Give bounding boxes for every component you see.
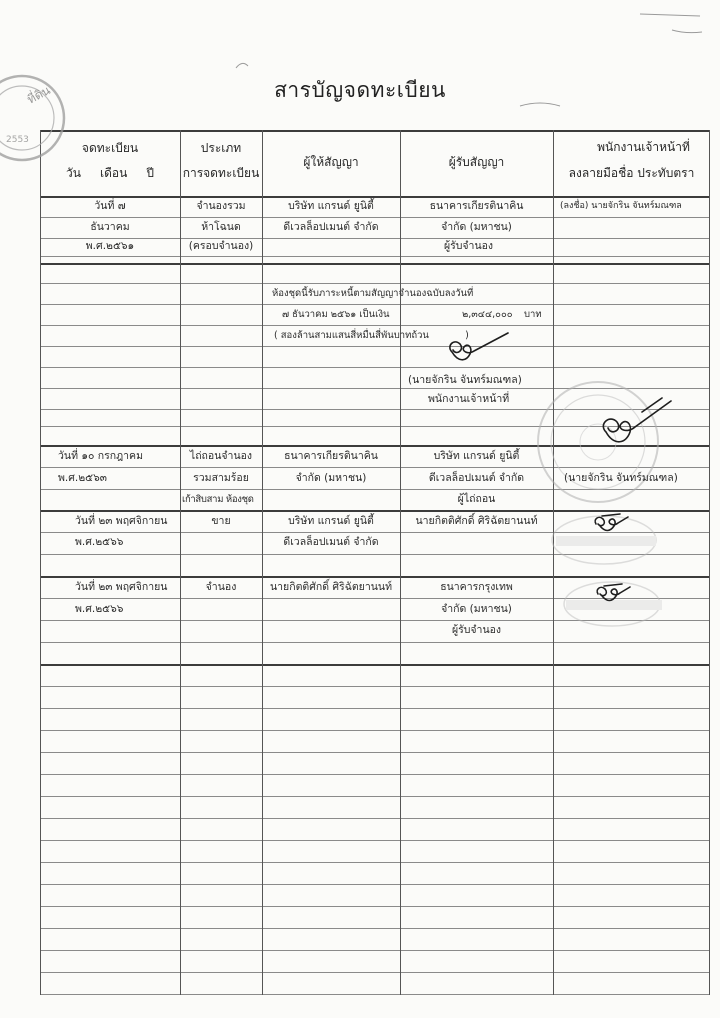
header-grantor: ผู้ให้สัญญา [303, 155, 359, 169]
table-rule [40, 752, 710, 753]
entry-grantee-role: ผู้รับจำนอง [451, 624, 502, 636]
faded-officer-stamp-1 [552, 516, 656, 564]
table-rule [40, 130, 710, 132]
table-rule [40, 388, 710, 389]
entry-grantee-role: ผู้รับจำนอง [443, 240, 494, 252]
entry-type: จำนองรวม [196, 200, 246, 212]
table-rule [40, 884, 710, 885]
column-rule [709, 130, 710, 995]
remark-line: ห้องชุดนี้รับภาระหนี้ตามสัญญาจำนองฉบับลงวันที่ [272, 288, 474, 299]
entry-grantee-cont: จำกัด (มหาชน) [441, 221, 512, 233]
land-office-stamp-number: 2553 [6, 135, 29, 145]
table-rule [40, 346, 710, 347]
entry-grantee-role: ผู้ไถ่ถอน [457, 493, 496, 505]
table-rule [40, 263, 710, 265]
entry-officer-signed: (ลงชื่อ) นายจักริน จันทร์มณฑล [560, 201, 682, 211]
table-rule [40, 367, 710, 368]
entry-grantor: นายกิตติศักดิ์ ศิริฉัตยานนท์ [269, 581, 392, 593]
table-rule [40, 409, 710, 410]
entry-grantee: ธนาคารเกียรตินาคิน [429, 200, 524, 212]
table-rule [40, 862, 710, 863]
header-date-columns: วัน เดือน ปี [65, 166, 154, 180]
table-rule [40, 426, 710, 427]
entry-type-note: (ครอบจำนอง) [188, 240, 254, 252]
header-officer: พนักงานเจ้าหน้าที่ [597, 140, 690, 154]
table-rule [40, 950, 710, 951]
header-type-sub: การจดทะเบียน [182, 166, 260, 180]
table-rule [40, 994, 710, 995]
table-rule [40, 664, 710, 666]
entry-type-detail: รวมสามร้อย [193, 472, 249, 484]
header-registration: จดทะเบียน [81, 141, 139, 155]
entry-type: ไถ่ถอนจำนอง [189, 450, 253, 462]
header-officer-sign: ลงลายมือชื่อ ประทับตรา [568, 166, 695, 180]
column-rule [180, 130, 181, 995]
column-rule [553, 130, 554, 995]
entry-date: วันที่ ๑๐ กรกฎาคม [58, 450, 143, 462]
table-rule [40, 686, 710, 687]
remark-currency: บาท [524, 309, 542, 320]
table-rule [40, 840, 710, 841]
table-rule [40, 906, 710, 907]
entry-grantor-cont: ดีเวลล็อปเมนต์ จำกัด [283, 221, 379, 233]
entry-grantee: นายกิตติศักดิ์ ศิริฉัตยานนท์ [415, 515, 538, 527]
entry-date: วันที่ ๒๓ พฤศจิกายน [75, 581, 168, 593]
entry-year: พ.ศ.๒๕๖๖ [75, 603, 124, 615]
entry-grantee-cont: ดีเวลล็อปเมนต์ จำกัด [428, 472, 525, 484]
entry-year: พ.ศ.๒๕๖๑ [85, 240, 135, 252]
entry-type-note: เก้าสิบสาม ห้องชุด [182, 494, 254, 505]
remark-amount: ๒,๓๔๔,๐๐๐ [462, 309, 513, 320]
remark-officer-title: พนักงานเจ้าหน้าที่ [428, 393, 510, 405]
entry-grantor: ธนาคารเกียรตินาคิน [284, 450, 378, 462]
entry-year: พ.ศ.๒๕๖๖ [75, 536, 124, 548]
table-rule [40, 928, 710, 929]
table-rule [40, 818, 710, 819]
entry-grantor-cont: จำกัด (มหาชน) [295, 472, 367, 484]
remark-date-line: ๗ ธันวาคม ๒๕๖๑ เป็นเงิน [282, 309, 390, 320]
remark-amount-words: ( สองล้านสามแสนสี่หมื่นสี่พันบาทถ้วน ) [274, 330, 469, 341]
entry-year: พ.ศ.๒๕๖๓ [58, 472, 107, 484]
header-type: ประเภท [200, 141, 242, 155]
table-rule [40, 554, 710, 555]
entry-date: วันที่ ๒๓ พฤศจิกายน [75, 515, 168, 527]
table-rule [40, 642, 710, 643]
redemption-signature [603, 398, 671, 442]
column-rule [400, 130, 401, 995]
entry-type: ขาย [211, 515, 231, 527]
entry-officer-name: (นายจักริน จันทร์มณฑล) [564, 472, 678, 484]
entry-month: ธันวาคม [90, 221, 130, 233]
table-rule [40, 489, 710, 490]
table-rule [40, 598, 710, 599]
table-rule [40, 796, 710, 797]
entry-grantee-cont: จำกัด (มหาชน) [441, 603, 512, 615]
remark-officer-name: (นายจักริน จันทร์มณฑล) [408, 374, 522, 386]
document-title: สารบัญจดทะเบียน [274, 78, 446, 102]
table-rule [40, 708, 710, 709]
table-rule [40, 774, 710, 775]
entry-grantor-cont: ดีเวลล็อปเมนต์ จำกัด [283, 536, 379, 548]
table-rule [40, 972, 710, 973]
header-grantee: ผู้รับสัญญา [448, 155, 505, 169]
entry-type-detail: ห้าโฉนด [201, 221, 241, 233]
entry-grantor: บริษัท แกรนด์ ยูนิตี้ [288, 200, 374, 212]
entry-grantee: บริษัท แกรนด์ ยูนิตี้ [433, 450, 520, 462]
entry-grantee: ธนาคารกรุงเทพ [440, 581, 513, 593]
table-rule [40, 620, 710, 621]
column-rule [40, 130, 41, 995]
column-rule [262, 130, 263, 995]
entry-grantor: บริษัท แกรนด์ ยูนิตี้ [288, 515, 374, 527]
entry-type: จำนอง [205, 581, 237, 593]
sale-signature [595, 514, 628, 531]
table-rule [40, 730, 710, 731]
entry-date: วันที่ ๗ [94, 200, 126, 212]
land-office-stamp-text: ที่ดิน [24, 83, 53, 107]
